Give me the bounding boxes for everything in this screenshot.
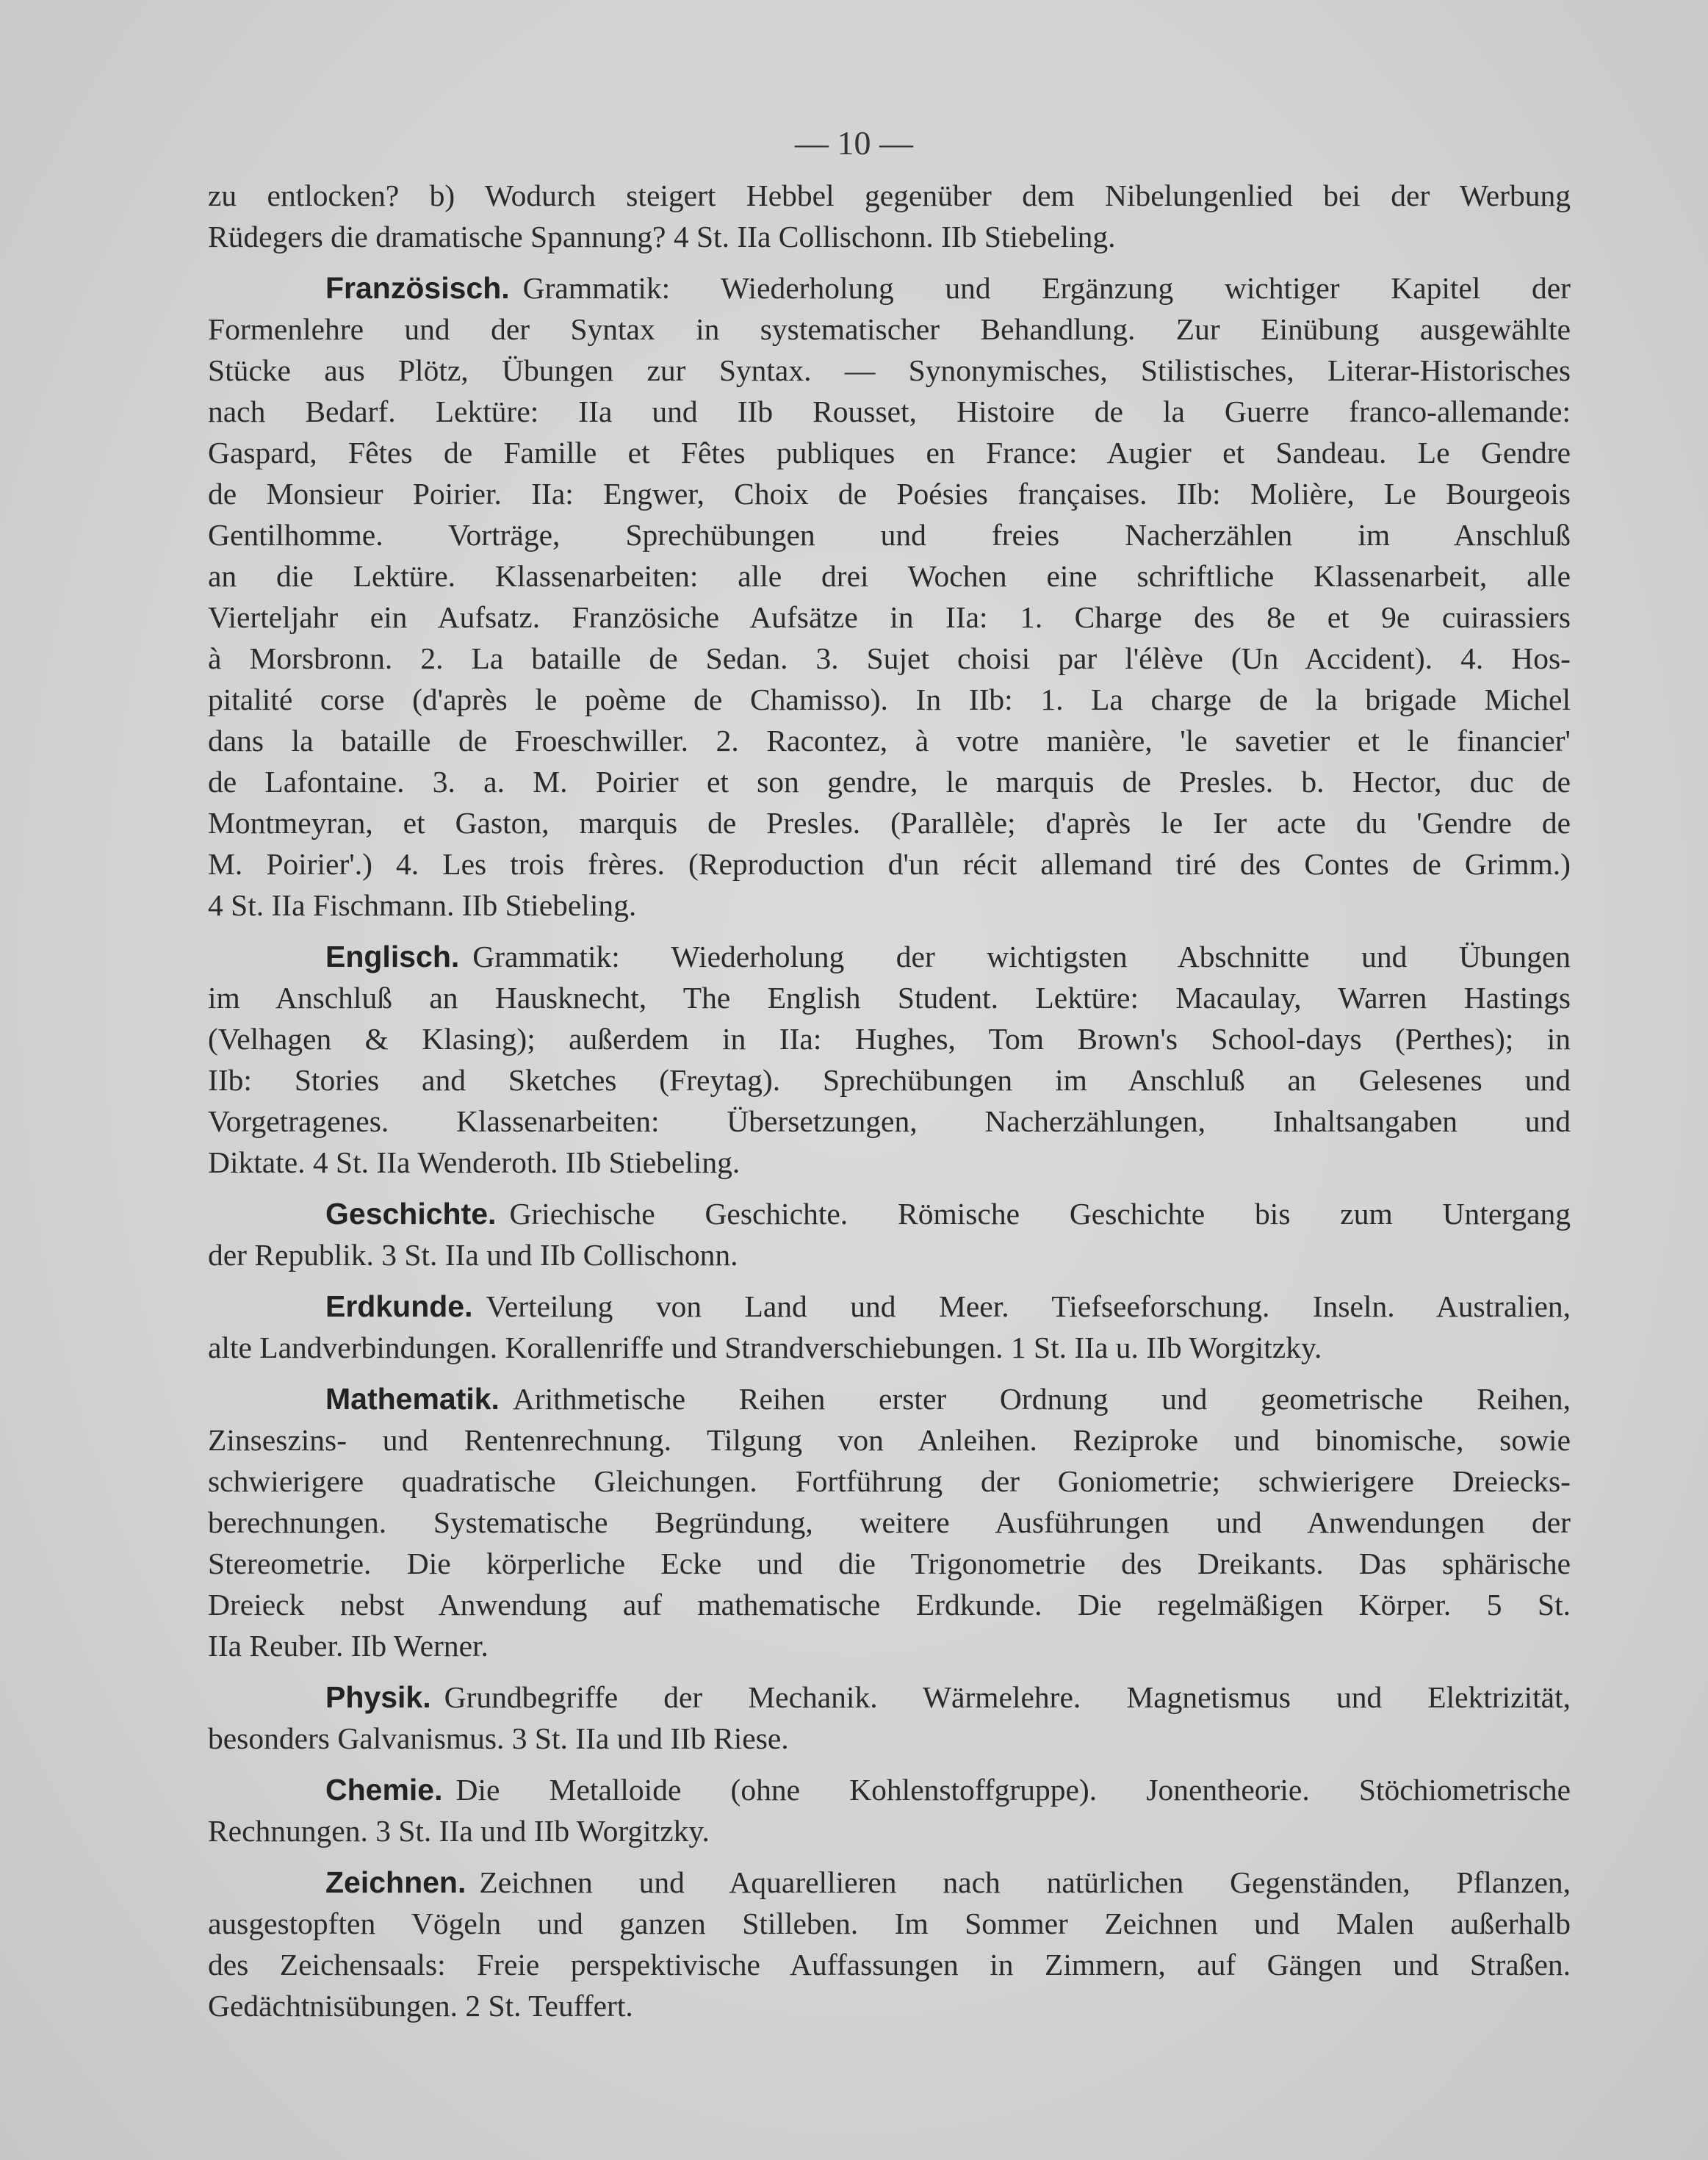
text-line bbox=[208, 1286, 1571, 1327]
line-text: Gaspard, Fêtes de Famille et Fêtes publiques en France: Augier et Sandeau. Le Gendre bbox=[208, 436, 1571, 469]
line-text: 4 St. IIa Fischmann. IIb Stiebeling. bbox=[208, 888, 637, 922]
text-line bbox=[208, 473, 1571, 514]
text-line bbox=[208, 432, 1571, 473]
section-heading: Chemie. bbox=[325, 1773, 443, 1807]
line-text: Vorgetragenes. Klassenarbeiten: Übersetzungen, Nacherzählungen, Inhaltsangaben und bbox=[208, 1104, 1571, 1138]
line-text: Verteilung von Land und Meer. Tiefseeforschung. Inseln. Australien, bbox=[486, 1289, 1571, 1323]
line-text: IIa Reuber. IIb Werner. bbox=[208, 1629, 489, 1663]
text-line bbox=[208, 216, 1571, 257]
paragraph-franzoesisch bbox=[208, 267, 1571, 926]
line-text: im Anschluß an Hausknecht, The English Student. Lektüre: Macaulay, Warren Hastings bbox=[208, 981, 1571, 1015]
section-heading: Französisch. bbox=[325, 271, 510, 305]
line-text: Stereometrie. Die körperliche Ecke und die Trigonometrie des Dreikants. Das sphärische bbox=[208, 1547, 1571, 1580]
text-line bbox=[208, 1193, 1571, 1234]
text-line bbox=[208, 1543, 1571, 1584]
text-line bbox=[208, 1419, 1571, 1461]
line-text: Zinseszins- und Rentenrechnung. Tilgung von Anleihen. Reziproke und binomische, sowie bbox=[208, 1423, 1571, 1457]
line-text: Gentilhomme. Vorträge, Sprechübungen und freies Nacherzählen im Anschluß bbox=[208, 518, 1571, 552]
line-text: Zeichnen und Aquarellieren nach natürlichen Gegenständen, Pflanzen, bbox=[479, 1865, 1571, 1899]
text-line bbox=[208, 391, 1571, 432]
section-heading: Physik. bbox=[325, 1680, 431, 1714]
text-line bbox=[208, 802, 1571, 843]
line-text: schwierigere quadratische Gleichungen. Fortführung der Goniometrie; schwierigere Dreiecks- bbox=[208, 1464, 1571, 1498]
text-line bbox=[208, 679, 1571, 720]
line-text: M. Poirier'.) 4. Les trois frères. (Reproduction d'un récit allemand tiré des Contes de Grimm.) bbox=[208, 847, 1571, 881]
line-text: Grammatik: Wiederholung der wichtigsten Abschnitte und Übungen bbox=[472, 940, 1571, 973]
line-text: alte Landverbindungen. Korallenriffe und Strandverschiebungen. 1 St. IIa u. IIb Worgitzky. bbox=[208, 1331, 1322, 1364]
text-line bbox=[208, 936, 1571, 977]
paragraph-mathematik bbox=[208, 1378, 1571, 1666]
text-line bbox=[208, 514, 1571, 555]
text-line bbox=[208, 977, 1571, 1018]
text-line bbox=[208, 1677, 1571, 1718]
paragraph-englisch bbox=[208, 936, 1571, 1183]
text-line bbox=[208, 1101, 1571, 1142]
section-heading: Geschichte. bbox=[325, 1197, 497, 1231]
text-line bbox=[208, 1584, 1571, 1625]
line-text: (Velhagen & Klasing); außerdem in IIa: Hughes, Tom Brown's School-days (Perthes); in bbox=[208, 1022, 1571, 1056]
text-line bbox=[208, 1461, 1571, 1502]
line-text: an die Lektüre. Klassenarbeiten: alle drei Wochen eine schriftliche Klassenarbeit, alle bbox=[208, 559, 1571, 593]
text-line bbox=[208, 555, 1571, 597]
line-text: besonders Galvanismus. 3 St. IIa und IIb Riese. bbox=[208, 1721, 789, 1755]
line-text: Arithmetische Reihen erster Ordnung und geometrische Reihen, bbox=[512, 1382, 1571, 1416]
line-text: berechnungen. Systematische Begründung, weitere Ausführungen und Anwendungen der bbox=[208, 1505, 1571, 1539]
text-line bbox=[208, 1502, 1571, 1543]
text-line bbox=[208, 1327, 1571, 1368]
text-line bbox=[208, 638, 1571, 679]
section-heading: Erdkunde. bbox=[325, 1289, 473, 1323]
text-line bbox=[208, 1718, 1571, 1759]
line-text: Dreieck nebst Anwendung auf mathematische Erdkunde. Die regelmäßigen Körper. 5 St. bbox=[208, 1588, 1571, 1621]
line-text: Rechnungen. 3 St. IIa und IIb Worgitzky. bbox=[208, 1814, 710, 1848]
text-line bbox=[208, 597, 1571, 638]
line-text: Grundbegriffe der Mechanik. Wärmelehre. Magnetismus und Elektrizität, bbox=[444, 1680, 1571, 1714]
text-line bbox=[208, 1234, 1571, 1275]
text-line bbox=[208, 1944, 1571, 1985]
paragraph-geschichte bbox=[208, 1193, 1571, 1275]
line-text: de Monsieur Poirier. IIa: Engwer, Choix de Poésies françaises. IIb: Molière, Le Bourgeois bbox=[208, 477, 1571, 511]
text-line bbox=[208, 267, 1571, 309]
text-line bbox=[208, 1018, 1571, 1059]
paragraph-zeichnen bbox=[208, 1862, 1571, 2026]
text-line bbox=[208, 1142, 1571, 1183]
line-text: pitalité corse (d'après le poème de Chamisso). In IIb: 1. La charge de la brigade Michel bbox=[208, 683, 1571, 716]
text-line bbox=[208, 1810, 1571, 1851]
line-text: Formenlehre und der Syntax in systematischer Behandlung. Zur Einübung ausgewählte bbox=[208, 312, 1571, 346]
paragraph-intro bbox=[208, 175, 1571, 257]
line-text: Diktate. 4 St. IIa Wenderoth. IIb Stiebeling. bbox=[208, 1145, 741, 1179]
line-text: Griechische Geschichte. Römische Geschichte bis zum Untergang bbox=[509, 1197, 1571, 1231]
text-line bbox=[208, 761, 1571, 802]
line-text: zu entlocken? b) Wodurch steigert Hebbel gegenüber dem Nibelungenlied bei der Werbung bbox=[208, 179, 1571, 212]
body-text bbox=[208, 175, 1571, 2037]
line-text: Montmeyran, et Gaston, marquis de Presles. (Parallèle; d'après le Ier acte du 'Gendre de bbox=[208, 806, 1571, 840]
line-text: ausgestopften Vögeln und ganzen Stilleben. Im Sommer Zeichnen und Malen außerhalb bbox=[208, 1907, 1571, 1940]
page-number: — 10 — bbox=[795, 124, 913, 162]
line-text: der Republik. 3 St. IIa und IIb Collischonn. bbox=[208, 1238, 738, 1272]
text-line bbox=[208, 1985, 1571, 2026]
line-text: Gedächtnisübungen. 2 St. Teuffert. bbox=[208, 1989, 633, 2023]
text-line bbox=[208, 843, 1571, 885]
line-text: de Lafontaine. 3. a. M. Poirier et son gendre, le marquis de Presles. b. Hector, duc de bbox=[208, 765, 1571, 799]
text-line bbox=[208, 1625, 1571, 1666]
line-text: Grammatik: Wiederholung und Ergänzung wichtiger Kapitel der bbox=[522, 271, 1571, 305]
text-line bbox=[208, 1378, 1571, 1419]
line-text: à Morsbronn. 2. La bataille de Sedan. 3. Sujet choisi par l'élève (Un Accident). 4. Hos- bbox=[208, 641, 1571, 675]
line-text: dans la bataille de Froeschwiller. 2. Racontez, à votre manière, 'le savetier et le financier' bbox=[208, 724, 1571, 757]
text-line bbox=[208, 885, 1571, 926]
line-text: Die Metalloide (ohne Kohlenstoffgruppe). Jonentheorie. Stöchiometrische bbox=[455, 1773, 1571, 1807]
section-heading: Englisch. bbox=[325, 940, 460, 973]
text-line bbox=[208, 1903, 1571, 1944]
text-line bbox=[208, 309, 1571, 350]
section-heading: Mathematik. bbox=[325, 1382, 500, 1416]
line-text: Stücke aus Plötz, Übungen zur Syntax. — Synonymisches, Stilistisches, Literar-Historisches bbox=[208, 353, 1571, 387]
line-text: Vierteljahr ein Aufsatz. Französiche Aufsätze in IIa: 1. Charge des 8e et 9e cuirassiers bbox=[208, 600, 1571, 634]
line-text: nach Bedarf. Lektüre: IIa und IIb Rousset, Histoire de la Guerre franco-allemande: bbox=[208, 395, 1571, 428]
text-line bbox=[208, 1769, 1571, 1810]
text-line bbox=[208, 1059, 1571, 1101]
text-line bbox=[208, 720, 1571, 761]
text-line bbox=[208, 1862, 1571, 1903]
text-line bbox=[208, 175, 1571, 216]
paragraph-erdkunde bbox=[208, 1286, 1571, 1368]
paragraph-chemie bbox=[208, 1769, 1571, 1851]
line-text: Rüdegers die dramatische Spannung? 4 St. IIa Collischonn. IIb Stiebeling. bbox=[208, 220, 1116, 253]
paragraph-physik bbox=[208, 1677, 1571, 1759]
text-line bbox=[208, 350, 1571, 391]
line-text: IIb: Stories and Sketches (Freytag). Sprechübungen im Anschluß an Gelesenes und bbox=[208, 1063, 1571, 1097]
section-heading: Zeichnen. bbox=[325, 1865, 466, 1899]
line-text: des Zeichensaals: Freie perspektivische Auffassungen in Zimmern, auf Gängen und Straßen. bbox=[208, 1948, 1571, 1981]
